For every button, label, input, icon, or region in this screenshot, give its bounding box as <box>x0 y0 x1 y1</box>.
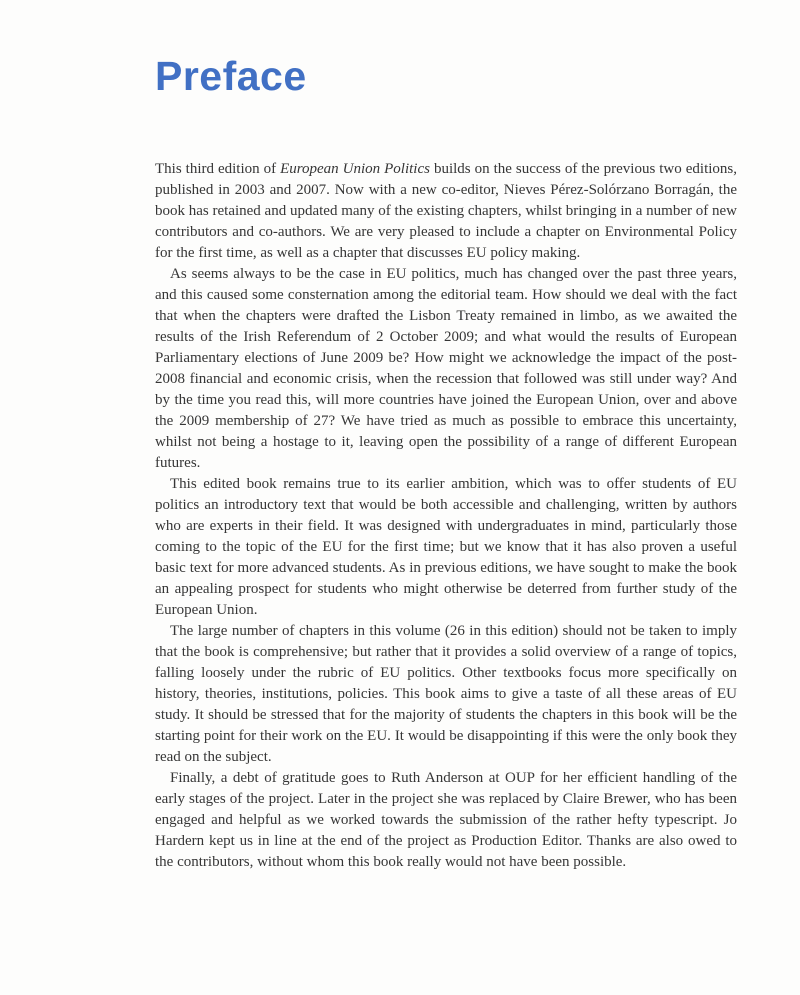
page-title: Preface <box>155 53 307 99</box>
paragraph-2: As seems always to be the case in EU politics, much has changed over the past three years, and this caused some consternation among the editorial team. How should we deal with the fact that when the chapters were drafted the Lisbon Treaty remained in limbo, as we awaited the results of the Irish Referendum of 2 October 2009; and what would the results of European Parliamentary elections of June 2009 be? How might we acknowledge the impact of the post-2008 financial and economic crisis, when the recession that followed was still under way? And by the time you read this, will more countries have joined the European Union, over and above the 2009 membership of 27? We have tried as much as possible to embrace this uncertainty, whilst not being a hostage to it, leaving open the possibility of a range of different European futures. <box>155 266 737 472</box>
paragraph-3: This edited book remains true to its earlier ambition, which was to offer students of EU politics an introductory text that would be both accessible and challenging, written by authors who are experts in their field. It was designed with undergraduates in mind, particularly those coming to the topic of the EU for the first time; but we know that it has also proven a useful basic text for more advanced students. As in previous editions, we have sought to make the book an appealing prospect for students who might otherwise be deterred from further study of the European Union. <box>155 476 737 619</box>
paragraph-1-text-before: This third edition of <box>155 161 281 178</box>
paragraph-1-text-after: builds on the success of the previous two editions, published in 2003 and 2007. Now with a new co-editor, Nieves Pérez-Solórzano Borragán, the book has retained and updated many of the existing chapters, whilst bringing in a number of new contributors and co-authors. We are very pleased to include a chapter on Environmental Policy for the first time, as well as a chapter that discusses EU policy making. <box>155 161 737 262</box>
paragraph-5: Finally, a debt of gratitude goes to Ruth Anderson at OUP for her efficient handling of the early stages of the project. Later in the project she was replaced by Claire Brewer, who has been engaged and helpful as we worked towards the submission of the rather hefty typescript. Jo Hardern kept us in line at the end of the project as Production Editor. Thanks are also owed to the contributors, without whom this book really would not have been possible. <box>155 770 737 871</box>
paragraph-4: The large number of chapters in this volume (26 in this edition) should not be taken to imply that the book is comprehensive; but rather that it provides a solid overview of a range of topics, falling loosely under the rubric of EU politics. Other textbooks focus more specifically on history, theories, institutions, policies. This book aims to give a taste of all these areas of EU study. It should be stressed that for the majority of students the chapters in this book will be the starting point for their work on the EU. It would be disappointing if this were the only book they read on the subject. <box>155 623 737 766</box>
preface-body <box>155 159 737 873</box>
paragraph-1 <box>155 159 737 264</box>
book-title-italic: European Union Politics <box>280 161 430 178</box>
page-content <box>155 52 737 873</box>
